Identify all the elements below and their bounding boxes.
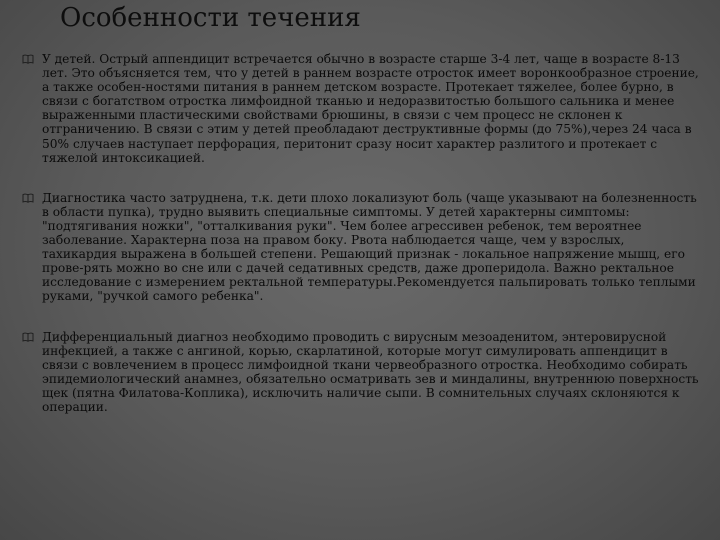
bullet-item <box>22 330 702 415</box>
bullet-item <box>22 191 702 304</box>
book-icon <box>22 53 34 65</box>
slide-title: Особенности течения <box>60 3 361 33</box>
bullet-list <box>22 52 702 414</box>
bullet-text: Дифференциальный диагноз необходимо проводить с вирусным мезоаденитом, энтеровирусной инфекцией, а также с ангиной, корью, скарлатиной, которые могут симулировать аппендицит в связи с вовлечением в процесс лимфоидной ткани червеобразного отростка. Необходимо собирать эпидемиологический анамнез, обязательно осматривать зев и миндалины, внутреннюю поверхность щек (пятна Филатова-Коплика), исключить наличие сыпи. В сомнительных случаях склоняются к операции. <box>42 329 699 414</box>
bullet-text: Диагностика часто затруднена, т.к. дети плохо локализуют боль (чаще указывают на болезненность в области пупка), трудно выявить специальные симптомы. У детей характерны симптомы: "подтягивания ножки", "отталкивания руки". Чем более агрессивен ребенок, тем вероятнее заболевание. Характерна поза на правом боку. Рвота наблюдается чаще, чем у взрослых, тахикардия выражена в большей степени. Решающий признак - локальное напряжение мышц, его прове-рять можно во сне или с дачей седативных средств, даже дроперидола. Важно ректальное исследование с измерением ректальной температуры.Рекомендуется пальпировать только теплыми руками, "ручкой самого ребенка". <box>42 190 697 304</box>
bullet-text: У детей. Острый аппендицит встречается обычно в возрасте старше 3-4 лет, чаще в возрасте 8-13 лет. Это объясняется тем, что у детей в раннем возрасте отросток имеет воронкообразное строение, а также особен-ностями питания в раннем детском возрасте. Протекает тяжелее, более бурно, в связи с богатством отростка лимфоидной тканью и недоразвитостью большого сальника и менее выраженными пластическими свойствами брюшины, в связи с чем процесс не склонен к отграничению. В связи с этим у детей преобладают деструктивные формы (до 75%),через 24 часа в 50% случаев наступает перфорация, перитонит сразу носит характер разлитого и протекает с тяжелой интоксикацией. <box>42 52 699 165</box>
book-icon <box>22 331 34 343</box>
book-icon <box>22 192 34 204</box>
bullet-item <box>22 52 702 165</box>
